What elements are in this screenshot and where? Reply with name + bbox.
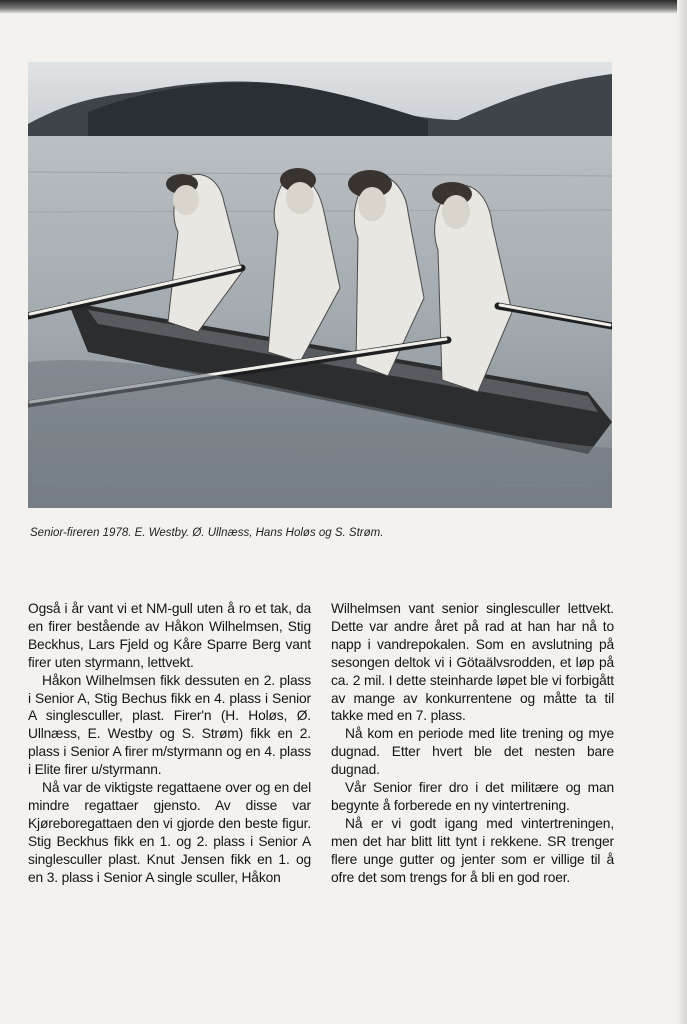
page-top-shadow bbox=[0, 0, 687, 14]
article-paragraph: Også i år vant vi et NM-gull uten å ro et tak, da en firer bestående av Håkon Wilhelmsen, Stig Beckhus, Lars Fjeld og Kåre Sparre Berg vant firer uten styrmann, lettvekt. bbox=[28, 601, 311, 670]
article-paragraph: Nå er vi godt igang med vintertreningen, men det har blitt litt tynt i rekkene. SR trenger flere unge gutter og jenter som er villige til å ofre det som trengs for å bli en god roer. bbox=[331, 815, 614, 885]
article-paragraph: Håkon Wilhelmsen fikk dessuten en 2. plass i Senior A, Stig Bechus fikk en 4. plass i Senior A singlesculler, plast. Firer'n (H. Holøs, Ø. Ullnæss, E. Westby og S. Strøm) fikk en 2. plass i Senior A firer m/styrmann og en 4. plass i Elite firer u/styrmann. bbox=[28, 672, 311, 778]
article-paragraph: Wilhelmsen vant senior singlesculler lettvekt. Dette var andre året på rad at han har nå to napp i vandrepokalen. Som en avslutning på sesongen deltok vi i Götaälvsrodden, et løp på ca. 2 mil. I dette steinharde løpet ble vi forbigått av mange av konkurrentene og måtte ta til takke med en 7. plass. bbox=[331, 601, 614, 724]
page-right-shadow bbox=[677, 0, 687, 1024]
rowing-photo-illustration bbox=[28, 62, 612, 508]
rowing-photo bbox=[28, 62, 612, 508]
article-left-column bbox=[28, 600, 311, 887]
article-paragraph: Nå kom en periode med lite trening og mye dugnad. Etter hvert ble det nesten bare dugnad. bbox=[331, 726, 614, 778]
article-right-column bbox=[331, 600, 614, 887]
article-paragraph: Vår Senior firer dro i det militære og man begynte å forberede en ny vintertrening. bbox=[331, 780, 614, 813]
article-paragraph: Nå var de viktigste regattaene over og en del mindre regattaer gjensto. Av disse var Kjøreboregattaen den vi gjorde den beste figur. Stig Beckhus fikk en 1. og 2. plass i Senior A singlesculler plast. Knut Jensen fikk en 1. og en 3. plass i Senior A single sculler, Håkon bbox=[28, 780, 311, 885]
photo-caption: Senior-fireren 1978. E. Westby. Ø. Ullnæss, Hans Holøs og S. Strøm. bbox=[30, 527, 384, 539]
